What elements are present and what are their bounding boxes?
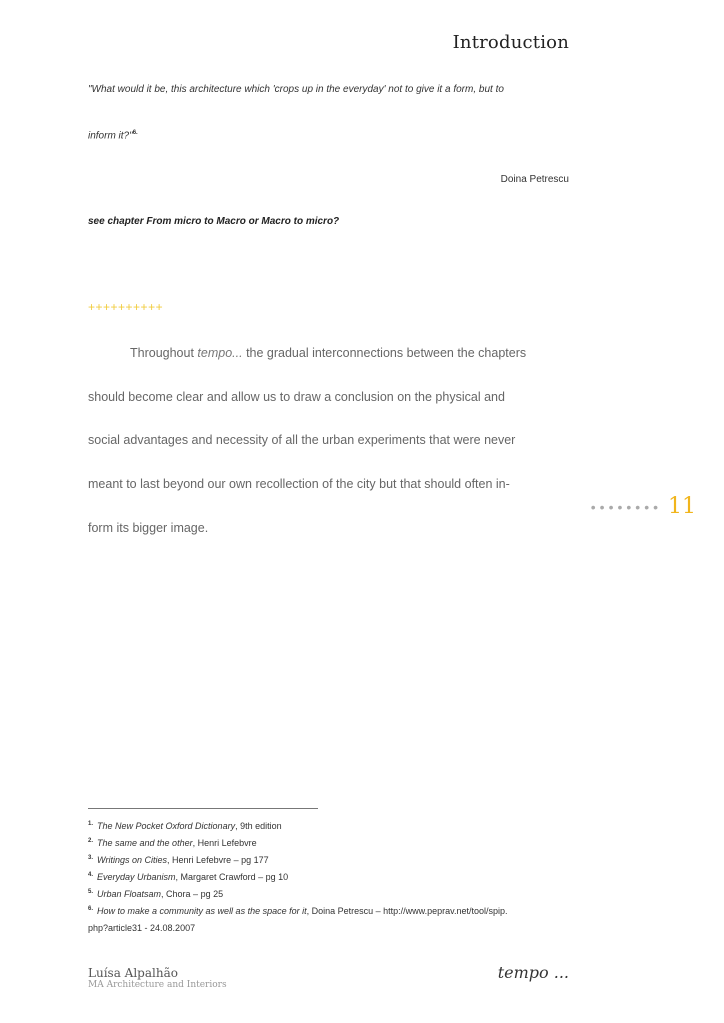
footnote-num: 1. [88, 821, 94, 827]
paragraph-line-1-post: the gradual interconnections between the chapters [242, 346, 527, 360]
footnote-title: Writings on Cities [97, 855, 168, 865]
see-chapter-note: see chapter From micro to Macro or Macro to micro? [88, 216, 340, 227]
paragraph-line-1-pre: Throughout [130, 346, 198, 360]
footnote-3 [88, 855, 269, 865]
footnote-2 [88, 838, 257, 848]
footnote-title: The same and the other [97, 838, 193, 848]
paragraph-line-1 [88, 346, 610, 360]
quote-ref: 6. [132, 130, 138, 136]
page-title: Introduction [452, 32, 569, 53]
footnote-1 [88, 821, 282, 831]
footnote-num: 3. [88, 855, 94, 861]
footnote-title: Everyday Urbanism [97, 872, 176, 882]
paragraph-line-3: social advantages and necessity of all the urban experiments that were never [88, 433, 516, 447]
quote-line-2 [88, 130, 138, 141]
footnote-6 [88, 906, 508, 916]
footer-author: Luísa Alpalhão [88, 966, 178, 980]
quote-line-2-text: inform it?" [88, 130, 133, 142]
paragraph-em-tempo: tempo... [197, 346, 243, 360]
footnote-rest: , Henri Lefebvre – pg 177 [167, 855, 269, 865]
footnote-title: The New Pocket Oxford Dictionary [97, 821, 236, 831]
footnote-num: 2. [88, 838, 94, 844]
footnote-5 [88, 889, 223, 899]
footnote-rest: , 9th edition [235, 821, 282, 831]
quote-author: Doina Petrescu [500, 174, 569, 185]
footnote-rest: , Henri Lefebvre [192, 838, 257, 848]
quote-line-1: "What would it be, this architecture which 'crops up in the everyday' not to give it a form, but to [88, 84, 504, 95]
footnote-rest: , Doina Petrescu – http://www.peprav.net/tool/spip. [306, 906, 508, 916]
footnote-title: Urban Floatsam [97, 889, 162, 899]
footnote-num: 6. [88, 906, 94, 912]
footnote-num: 4. [88, 872, 94, 878]
footer-subtitle: MA Architecture and Interiors [88, 980, 227, 990]
separator: ++++++++++ [88, 300, 164, 314]
page-dots: •••••••• [590, 498, 662, 515]
page-number-block [591, 494, 696, 519]
footnote-divider [88, 808, 318, 809]
footnote-4 [88, 872, 288, 882]
footer-tempo: tempo ... [497, 963, 569, 982]
paragraph-line-2: should become clear and allow us to draw a conclusion on the physical and [88, 390, 505, 404]
page-number: 11 [668, 494, 696, 519]
footnote-num: 5. [88, 889, 94, 895]
footnote-title: How to make a community as well as the space for it [97, 906, 307, 916]
paragraph-line-4: meant to last beyond our own recollection of the city but that should often in- [88, 477, 510, 491]
footnote-6-continuation: php?article31 - 24.08.2007 [88, 923, 196, 933]
footnote-rest: , Chora – pg 25 [161, 889, 224, 899]
footnote-rest: , Margaret Crawford – pg 10 [175, 872, 289, 882]
paragraph-line-5: form its bigger image. [88, 521, 209, 535]
